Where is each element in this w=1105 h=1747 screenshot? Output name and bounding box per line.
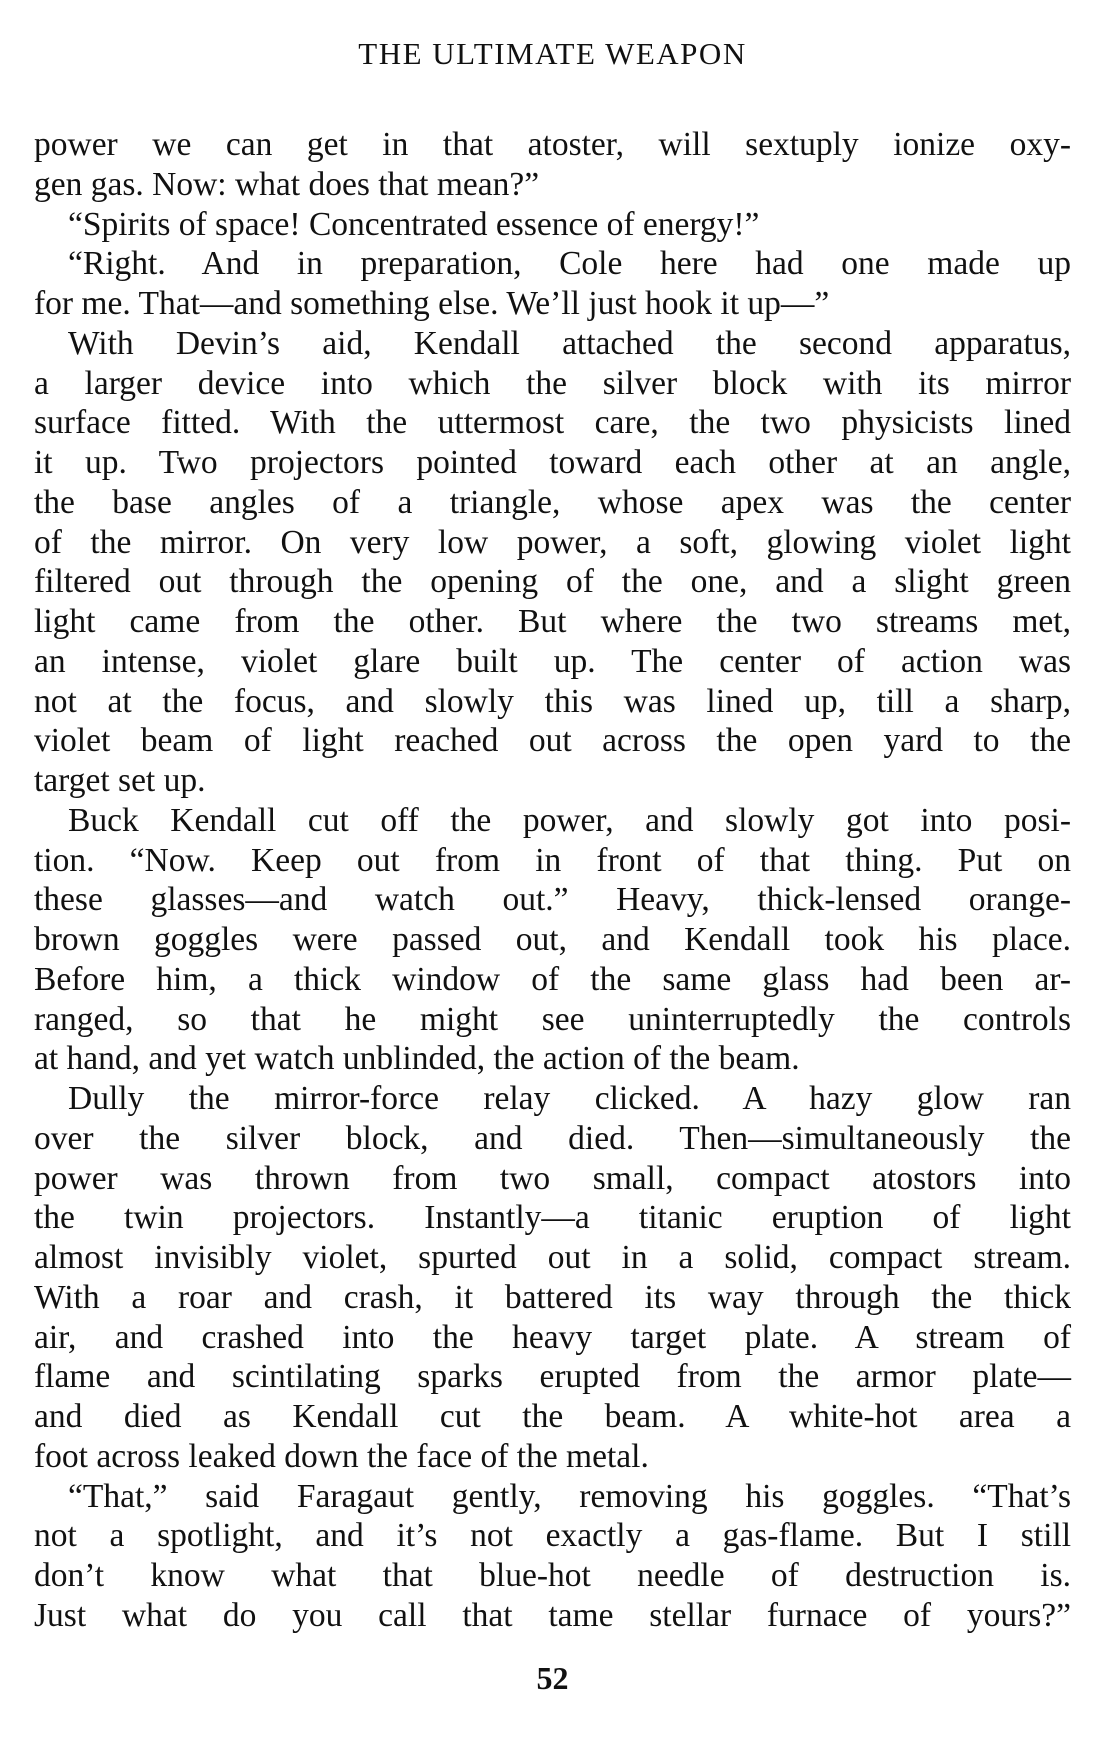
text-line: With Devin’s aid, Kendall attached the second apparatus, (68, 324, 1071, 362)
text-line: Just what do you call that tame stellar furnace of yours?” (34, 1596, 1071, 1634)
text-line: Buck Kendall cut off the power, and slowly got into posi- (68, 801, 1071, 839)
text-line: foot across leaked down the face of the metal. (34, 1437, 649, 1475)
text-line: over the silver block, and died. Then—simultaneously the (34, 1119, 1071, 1157)
text-line: violet beam of light reached out across the open yard to the (34, 722, 1071, 760)
text-line: Dully the mirror-force relay clicked. A hazy glow ran (68, 1080, 1071, 1117)
text-line: light came from the other. But where the two streams met, (34, 603, 1071, 640)
text-line: Before him, a thick window of the same glass had been ar- (34, 960, 1071, 998)
text-line: and died as Kendall cut the beam. A white-hot area a (34, 1398, 1071, 1435)
text-line: it up. Two projectors pointed toward each other at an angle, (34, 444, 1071, 481)
text-line: the twin projectors. Instantly—a titanic eruption of light (34, 1199, 1071, 1237)
text-line: of the mirror. On very low power, a soft, glowing violet light (34, 523, 1071, 561)
text-line: ranged, so that he might see uninterruptedly the controls (34, 1000, 1071, 1038)
text-line: flame and scintilating sparks erupted from the armor plate— (34, 1358, 1071, 1396)
text-line: for me. That—and something else. We’ll just hook it up—” (34, 285, 830, 322)
text-line: not at the focus, and slowly this was lined up, till a sharp, (34, 682, 1071, 720)
text-line: the base angles of a triangle, whose apex was the center (34, 483, 1071, 521)
text-line: “Right. And in preparation, Cole here had one made up (68, 245, 1071, 283)
text-line: target set up. (34, 762, 206, 799)
text-line: brown goggles were passed out, and Kendall took his place. (34, 921, 1071, 958)
text-line: power we can get in that atoster, will sextuply ionize oxy- (34, 126, 1071, 163)
text-line: filtered out through the opening of the one, and a slight green (34, 563, 1071, 601)
text-line: an intense, violet glare built up. The center of action was (34, 642, 1071, 680)
text-line: a larger device into which the silver block with its mirror (34, 364, 1071, 402)
text-line: With a roar and crash, it battered its way through the thick (34, 1278, 1071, 1316)
text-line: “Spirits of space! Concentrated essence of energy!” (68, 205, 760, 243)
text-line: tion. “Now. Keep out from in front of that thing. Put on (34, 841, 1071, 879)
text-line: air, and crashed into the heavy target plate. A stream of (34, 1318, 1071, 1356)
text-line: power was thrown from two small, compact atostors into (34, 1159, 1071, 1197)
text-line: surface fitted. With the uttermost care, the two physicists lined (34, 404, 1071, 442)
text-line: at hand, and yet watch unblinded, the action of the beam. (34, 1040, 800, 1078)
text-line: “That,” said Faragaut gently, removing his goggles. “That’s (68, 1477, 1071, 1515)
running-head: THE ULTIMATE WEAPON (358, 36, 747, 71)
text-line: not a spotlight, and it’s not exactly a gas-flame. But I still (34, 1517, 1071, 1555)
text-line: these glasses—and watch out.” Heavy, thick-lensed orange- (34, 881, 1071, 919)
body-text (34, 125, 1071, 1636)
page-number: 52 (536, 1660, 569, 1696)
text-line: almost invisibly violet, spurted out in a solid, compact stream. (34, 1239, 1071, 1276)
text-line: don’t know what that blue-hot needle of destruction is. (34, 1557, 1071, 1594)
text-line: gen gas. Now: what does that mean?” (34, 165, 540, 203)
